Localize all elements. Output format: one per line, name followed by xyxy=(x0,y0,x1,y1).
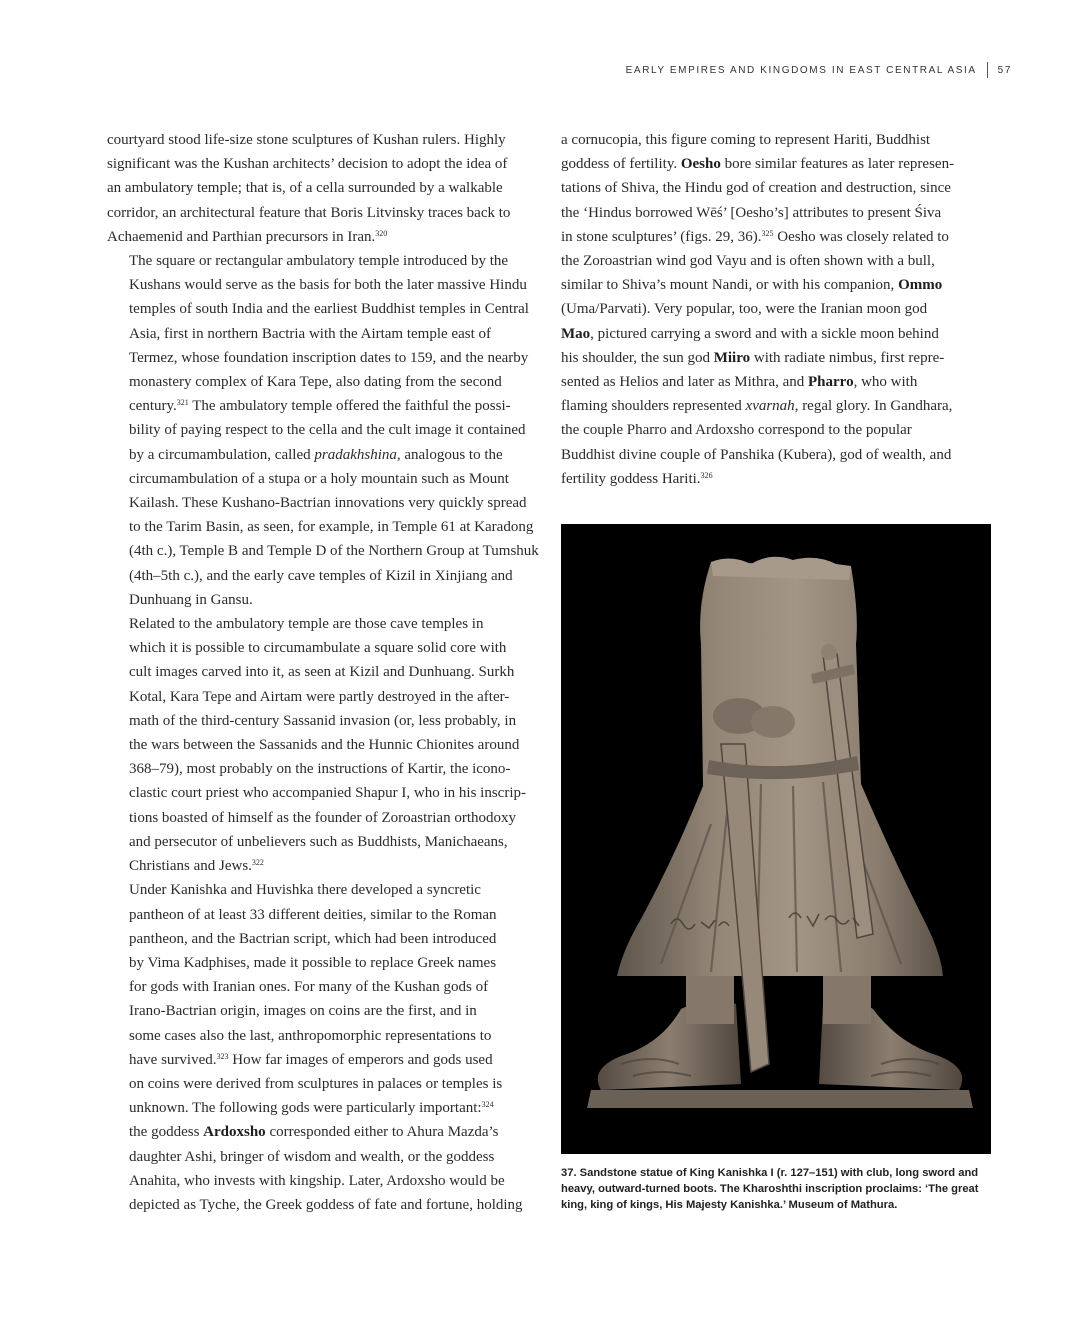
deity-name: Ommo xyxy=(898,277,943,294)
header-divider xyxy=(987,62,988,78)
text-line: have survived.$^{323}$ How far images of emperors and gods used xyxy=(129,1051,493,1068)
text-line: monastery complex of Kara Tepe, also dating from the second xyxy=(129,374,502,391)
text-line: temples of south India and the earliest Buddhist temples in Central xyxy=(129,301,529,318)
paragraph-2 xyxy=(107,249,539,612)
text-line: unknown. The following gods were particularly important:$^{324}$ xyxy=(129,1100,494,1117)
paragraph-5 xyxy=(561,128,993,491)
footnote-ref: 324 xyxy=(481,1100,494,1110)
text-line: Kailash. These Kushano-Bactrian innovations very quickly spread xyxy=(129,495,527,512)
text-line: significant was the Kushan architects’ decision to adopt the idea of xyxy=(107,156,508,173)
right-column xyxy=(561,128,993,491)
text-line: Achaemenid and Parthian precursors in Iran.$^{320}$ xyxy=(107,228,388,245)
text-line: goddess of fertility. Oesho bore similar features as later represen- xyxy=(561,156,955,173)
left-column xyxy=(107,128,539,1217)
text-line: Christians and Jews.$^{322}$ xyxy=(129,858,264,875)
text-line: pantheon of at least 33 different deities, similar to the Roman xyxy=(129,906,497,923)
text-line: the Zoroastrian wind god Vayu and is often shown with a bull, xyxy=(561,253,935,270)
statue-illustration xyxy=(561,524,991,1154)
text-line: tations of Shiva, the Hindu god of creation and destruction, since xyxy=(561,180,951,197)
text-line: tions boasted of himself as the founder of Zoroastrian orthodoxy xyxy=(129,809,516,826)
text-line: a cornucopia, this figure coming to represent Hariti, Buddhist xyxy=(561,132,931,148)
text-line: an ambulatory temple; that is, of a cella surrounded by a walkable xyxy=(107,180,503,197)
text-line: which it is possible to circumambulate a square solid core with xyxy=(129,640,507,657)
text-line: to the Tarim Basin, as seen, for example, in Temple 61 at Karadong xyxy=(129,519,534,536)
text-line: his shoulder, the sun god Miiro with radiate nimbus, first repre- xyxy=(561,349,945,366)
text-line: in stone sculptures’ (figs. 29, 36).$^{325}$ Oesho was closely related to xyxy=(561,228,949,245)
footnote-ref: 321 xyxy=(176,398,189,408)
text-line: Anahita, who invests with kingship. Later, Ardoxsho would be xyxy=(129,1172,505,1189)
text-line: Kotal, Kara Tepe and Airtam were partly destroyed in the after- xyxy=(129,688,510,705)
text-line: for gods with Iranian ones. For many of the Kushan gods of xyxy=(129,979,489,996)
text-line: daughter Ashi, bringer of wisdom and wealth, or the goddess xyxy=(129,1148,495,1165)
running-title: EARLY EMPIRES AND KINGDOMS IN EAST CENTRAL ASIA xyxy=(625,64,977,76)
figure-caption xyxy=(561,1165,991,1214)
text-line: Mao, pictured carrying a sword and with a sickle moon behind xyxy=(561,325,939,342)
page-number: 57 xyxy=(997,64,1012,76)
text-line: some cases also the last, anthropomorphic representations to xyxy=(129,1027,492,1044)
deity-name: Mao xyxy=(561,325,591,342)
italic-term: pradakhshina xyxy=(314,446,397,463)
text-line: pantheon, and the Bactrian script, which had been introduced xyxy=(129,930,497,947)
text-line: clastic court priest who accompanied Shapur I, who in his inscrip- xyxy=(129,785,526,802)
text-line: Kushans would serve as the basis for both the later massive Hindu xyxy=(129,277,527,294)
text-line: (Uma/Parvati). Very popular, too, were the Iranian moon god xyxy=(561,301,928,318)
text-line: bility of paying respect to the cella and the cult image it contained xyxy=(129,422,526,439)
deity-name: Ardoxsho xyxy=(203,1124,266,1141)
running-head xyxy=(626,62,1012,78)
text-line: the ‘Hindus borrowed Wēś’ [Oesho’s] attributes to present Śiva xyxy=(561,204,942,221)
text-line: depicted as Tyche, the Greek goddess of fate and fortune, holding xyxy=(129,1196,523,1213)
text-line: 368–79), most probably on the instructions of Kartir, the icono- xyxy=(129,761,511,778)
footnote-ref: 326 xyxy=(700,470,713,480)
deity-name: Miiro xyxy=(713,349,751,366)
footnote-ref: 320 xyxy=(375,228,388,238)
text-line: and persecutor of unbelievers such as Buddhists, Manichaeans, xyxy=(129,833,508,850)
caption-line: heavy, outward-turned boots. The Kharoshthi inscription proclaims: ‘The great xyxy=(561,1183,979,1196)
text-line: the couple Pharro and Ardoxsho correspond to the popular xyxy=(561,422,912,439)
text-line: century.$^{321}$ The ambulatory temple offered the faithful the possi- xyxy=(129,398,511,415)
text-line: fertility goddess Hariti.$^{326}$ xyxy=(561,470,713,487)
statue-photo xyxy=(561,524,991,1154)
text-line: Asia, first in northern Bactria with the Airtam temple east of xyxy=(129,325,491,342)
text-line: circumambulation of a stupa or a holy mountain such as Mount xyxy=(129,470,509,487)
text-line: Dunhuang in Gansu. xyxy=(129,591,253,608)
text-line: on coins were derived from sculptures in palaces or temples is xyxy=(129,1075,503,1092)
text-line: (4th–5th c.), and the early cave temples of Kizil in Xinjiang and xyxy=(129,567,513,584)
text-line: sented as Helios and later as Mithra, and Pharro, who with xyxy=(561,374,918,391)
footnote-ref: 325 xyxy=(761,228,774,238)
text-line: the goddess Ardoxsho corresponded either to Ahura Mazda’s xyxy=(129,1124,499,1141)
text-line: Termez, whose foundation inscription dates to 159, and the nearby xyxy=(129,349,529,366)
caption-line: king, king of kings, His Majesty Kanishka.’ Museum of Mathura. xyxy=(561,1199,898,1212)
text-line: flaming shoulders represented xvarnah, regal glory. In Gandhara, xyxy=(561,398,953,415)
text-line: (4th c.), Temple B and Temple D of the Northern Group at Tumshuk xyxy=(129,543,539,560)
text-line: Related to the ambulatory temple are those cave temples in xyxy=(129,616,484,633)
italic-term: xvarnah xyxy=(745,398,795,415)
text-line: the wars between the Sassanids and the Hunnic Chionites around xyxy=(129,737,520,754)
text-line: similar to Shiva’s mount Nandi, or with his companion, Ommo xyxy=(561,277,943,294)
text-line: courtyard stood life-size stone sculptures of Kushan rulers. Highly xyxy=(107,132,506,148)
text-line: math of the third-century Sassanid invasion (or, less probably, in xyxy=(129,712,517,729)
text-line: by a circumambulation, called pradakhshina, analogous to the xyxy=(129,446,503,463)
text-line: Under Kanishka and Huvishka there developed a syncretic xyxy=(129,882,481,899)
text-line: Irano-Bactrian origin, images on coins are the first, and in xyxy=(129,1003,477,1020)
text-line: The square or rectangular ambulatory temple introduced by the xyxy=(129,253,509,270)
deity-name: Pharro xyxy=(808,374,854,391)
text-line: corridor, an architectural feature that Boris Litvinsky traces back to xyxy=(107,204,511,221)
text-line: Buddhist divine couple of Panshika (Kubera), god of wealth, and xyxy=(561,446,952,463)
deity-name: Oesho xyxy=(680,156,721,173)
caption-line: 37. Sandstone statue of King Kanishka I (r. 127–151) with club, long sword and xyxy=(561,1167,979,1179)
text-line: cult images carved into it, as seen at Kizil and Dunhuang. Surkh xyxy=(129,664,515,681)
paragraph-1 xyxy=(107,128,539,249)
paragraph-4 xyxy=(107,878,539,1217)
paragraph-3 xyxy=(107,612,539,878)
text-line: by Vima Kadphises, made it possible to replace Greek names xyxy=(129,954,497,971)
footnote-ref: 323 xyxy=(216,1051,229,1061)
footnote-ref: 322 xyxy=(251,858,264,868)
